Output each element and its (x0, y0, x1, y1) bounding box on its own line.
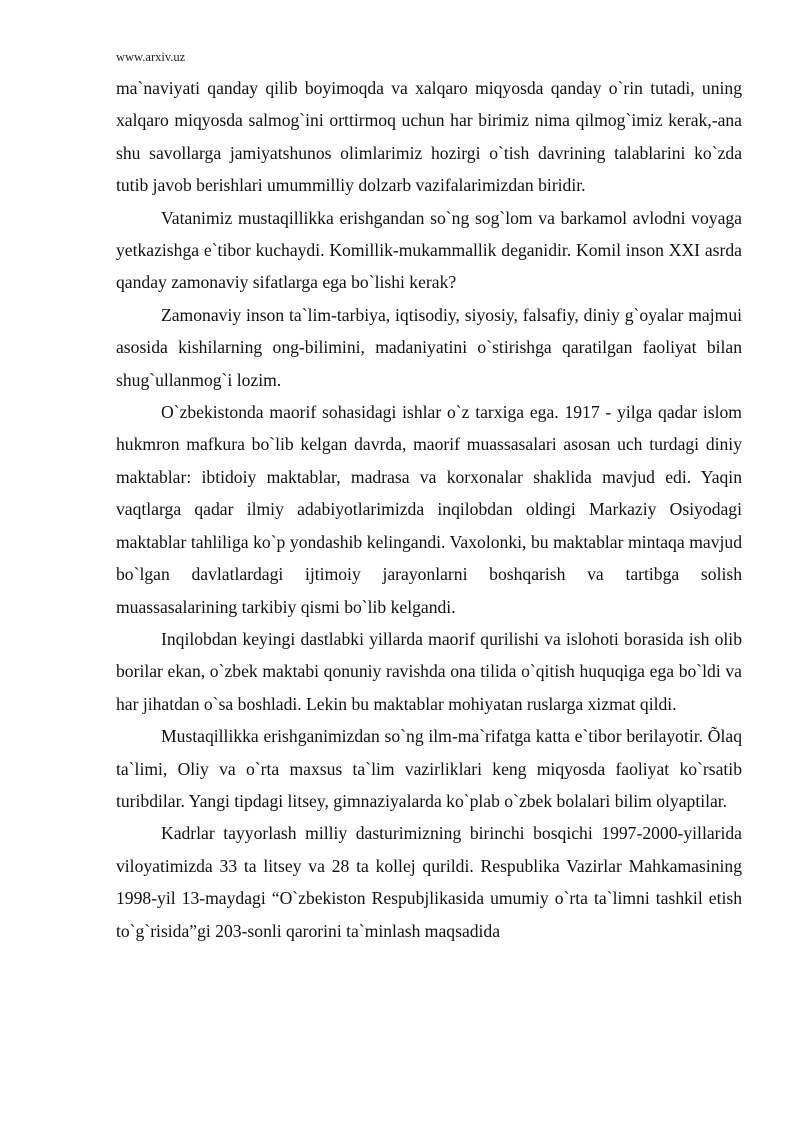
page-header-url: www.arxiv.uz (116, 50, 186, 64)
paragraph-3: Zamonaviy inson ta`lim-tarbiya, iqtisodiy, siyosiy, falsafiy, diniy g`oyalar majmui asosida kishilarning ong-bilimini, madaniyatini o`stirishga qaratilgan faoliyat bilan shug`ullanmog`i lozim. (116, 304, 742, 390)
paragraph-4: O`zbekistonda maorif sohasidagi ishlar o`z tarxiga ega. 1917 - yilga qadar islom hukmron mafkura bo`lib kelgan davrda, maorif muassasalari asosan uch turdagi diniy maktablar: ibtidoiy maktablar, madrasa va korxonalar shaklida mavjud edi. Yaqin vaqtlarga qadar ilmiy adabiyotlarimizda inqilobdan oldingi Markaziy Osiyodagi maktablar tahliliga ko`p yondashib kelingandi. Vaxolonki, bu maktablar mintaqa mavjud bo`lgan davlatlardagi ijtimoiy jarayonlarni boshqarish va tartibga solish muassasalarining tarkibiy qismi bo`lib kelgandi. (116, 402, 742, 617)
paragraph-1: ma`naviyati qanday qilib boyimoqda va xalqaro miqyosda qanday o`rin tutadi, uning xalqaro miqyosda salmog`ini orttirmoq uchun har birimiz nima qilmog`imiz kerak,-ana shu savollarga jamiyatshunos olimlarimiz hozirgi o`tish davrining talablarini ko`zda tutib javob berishlari umummilliy dolzarb vazifalarimizdan biridir. (116, 78, 742, 196)
paragraph-7: Kadrlar tayyorlash milliy dasturimizning birinchi bosqichi 1997-2000-yillarida viloyatimizda 33 ta litsey va 28 ta kollej qurildi. Respublika Vazirlar Mahkamasining 1998-yil 13-maydagi “O`zbekiston Respubjlikasida umumiy o`rta ta`limni tashkil etish to`g`risida”gi 203-sonli qarorini ta`minlash maqsadida (116, 823, 742, 941)
document-body (116, 72, 742, 947)
paragraph-6: Mustaqillikka erishganimizdan so`ng ilm-ma`rifatga katta e`tibor berilayotir. Õlaq ta`limi, Oliy va o`rta maxsus ta`lim vazirliklari keng miqyosda faoliyat ko`rsatib turibdilar. Yangi tipdagi litsey, gimnaziyalarda ko`plab o`zbek bolalari bilim olyaptilar. (116, 726, 742, 811)
paragraph-5: Inqilobdan keyingi dastlabki yillarda maorif qurilishi va islohoti borasida ish olib borilar ekan, o`zbek maktabi qonuniy ravishda ona tilida o`qitish huquqiga ega bo`ldi va har jihatdan o`sa boshladi. Lekin bu maktablar mohiyatan ruslarga xizmat qildi. (116, 628, 742, 714)
paragraph-2: Vatanimiz mustaqillikka erishgandan so`ng sog`lom va barkamol avlodni voyaga yetkazishga e`tibor kuchaydi. Komillik-mukammallik deganidir. Komil inson XXI asrda qanday zamonaviy sifatlarga ega bo`lishi kerak? (116, 207, 742, 293)
